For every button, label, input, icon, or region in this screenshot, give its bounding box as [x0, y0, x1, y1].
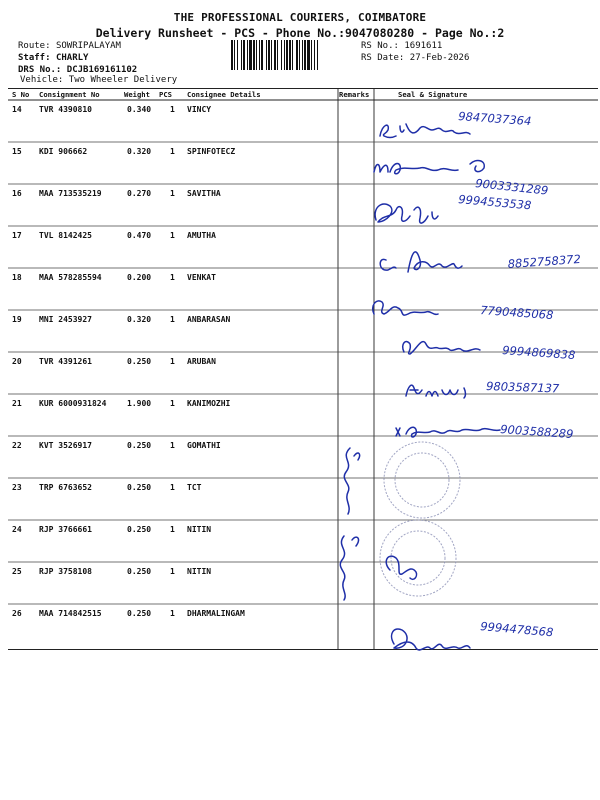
cell-weight: 0.250 — [127, 357, 152, 366]
cell-pcs: 1 — [170, 231, 175, 240]
cell-sno: 24 — [12, 525, 22, 534]
barcode-bar — [259, 40, 260, 70]
cell-consignee: SAVITHA — [187, 189, 221, 198]
staff-line — [18, 53, 88, 64]
barcode-bar — [247, 40, 248, 70]
cell-weight: 0.250 — [127, 483, 152, 492]
col-header-consignee: Consignee Details — [187, 90, 261, 99]
cell-sno: 20 — [12, 357, 22, 366]
route-label: Route: — [18, 41, 51, 51]
cell-weight: 0.470 — [127, 231, 152, 240]
rs-date-value: 27-Feb-2026 — [409, 53, 470, 63]
cell-pcs: 1 — [170, 189, 175, 198]
vehicle-line — [20, 75, 177, 86]
cell-pcs: 1 — [170, 609, 175, 618]
handwritten-phone-3: 9994553538 — [457, 192, 532, 213]
col-header-consignment: Consignment No — [39, 90, 100, 99]
cell-weight: 0.320 — [127, 315, 152, 324]
cell-sno: 19 — [12, 315, 22, 324]
cell-consignee: DHARMALINGAM — [187, 609, 245, 618]
handwritten-phone-5: 7790485068 — [479, 303, 554, 323]
cell-weight: 0.270 — [127, 189, 152, 198]
cell-consignment-no: RJP 3758108 — [39, 567, 92, 576]
cell-sno: 18 — [12, 273, 22, 282]
cell-consignment-no: RJP 3766661 — [39, 525, 92, 534]
signature-row-17 — [380, 252, 462, 272]
barcode-bar — [317, 40, 318, 70]
col-header-pcs: PCS — [159, 90, 172, 99]
cell-consignment-no: MNI 2453927 — [39, 315, 92, 324]
barcode-bar — [266, 40, 267, 70]
signature-row-15 — [374, 161, 484, 174]
handwritten-phone-2: 9003331289 — [474, 176, 549, 198]
cell-sno: 26 — [12, 609, 22, 618]
barcode-bar — [274, 40, 276, 70]
cell-consignee: NITIN — [187, 525, 212, 534]
signature-row-24-25-slash — [340, 536, 416, 600]
signature-row-16 — [375, 204, 438, 223]
cell-consignee: ANBARASAN — [187, 315, 231, 324]
barcode-bar — [314, 40, 315, 70]
handwritten-phone-6: 9994869838 — [501, 343, 576, 363]
barcode-bar — [253, 40, 255, 70]
col-header-remarks: Remarks — [339, 90, 370, 99]
cell-weight: 0.250 — [127, 567, 152, 576]
cell-sno: 14 — [12, 105, 22, 114]
cell-sno: 22 — [12, 441, 22, 450]
barcode-bar — [231, 40, 233, 70]
cell-sno: 15 — [12, 147, 22, 156]
signature-row-14 — [380, 124, 470, 138]
barcode-image — [230, 40, 355, 70]
cell-consignee: ARUBAN — [187, 357, 216, 366]
col-header-seal-signature: Seal & Signature — [398, 90, 468, 99]
handwritten-phone-1: 9847037364 — [457, 109, 532, 129]
rs-date-label: RS Date: — [361, 53, 405, 63]
company-title: THE PROFESSIONAL COURIERS, COIMBATORE — [173, 11, 427, 24]
cell-weight: 0.250 — [127, 525, 152, 534]
barcode-bar — [237, 40, 238, 70]
staff-label: Staff: — [18, 53, 51, 63]
barcode-bar — [296, 40, 298, 70]
signature-row-20 — [406, 385, 466, 398]
cell-weight: 0.340 — [127, 105, 152, 114]
barcode-bar — [311, 40, 312, 70]
staff-value: CHARLY — [55, 53, 89, 63]
cell-weight: 1.900 — [127, 399, 152, 408]
drs-value: DCJB169161102 — [66, 65, 138, 75]
barcode-bar — [286, 40, 288, 70]
route-value: SOWRIPALAYAM — [55, 41, 121, 51]
col-header-weight: Weight — [124, 90, 150, 99]
barcode-bar — [307, 40, 310, 70]
runsheet-subtitle: Delivery Runsheet - PCS - Phone No.:9047080280 - Page No.:2 — [95, 26, 505, 40]
cell-consignment-no: TVL 8142425 — [39, 231, 92, 240]
barcode-bar — [268, 40, 270, 70]
cell-sno: 23 — [12, 483, 22, 492]
barcode-bar — [292, 40, 293, 70]
cell-sno: 25 — [12, 567, 22, 576]
handwritten-phone-9: 9994478568 — [479, 619, 554, 640]
cell-pcs: 1 — [170, 357, 175, 366]
cell-consignment-no: KDI 906662 — [39, 147, 88, 156]
cell-consignment-no: MAA 578285594 — [39, 273, 102, 282]
vehicle-label: Vehicle: — [20, 75, 64, 85]
barcode-bar — [256, 40, 257, 70]
cell-pcs: 1 — [170, 399, 175, 408]
signature-row-26 — [392, 629, 470, 650]
cell-consignment-no: TVR 4390810 — [39, 105, 92, 114]
barcode-bar — [234, 40, 235, 70]
barcode-bar — [299, 40, 300, 70]
cell-consignee: NITIN — [187, 567, 212, 576]
cell-weight: 0.320 — [127, 147, 152, 156]
signature-row-22-23-slash — [344, 448, 359, 514]
cell-pcs: 1 — [170, 525, 175, 534]
barcode-bar — [302, 40, 303, 70]
cell-weight: 0.200 — [127, 273, 152, 282]
handwritten-phone-4: 8852758372 — [507, 251, 582, 271]
cell-consignment-no: MAA 713535219 — [39, 189, 102, 198]
drs-label: DRS No.: — [18, 65, 62, 75]
cell-consignee: SPINFOTECZ — [187, 147, 236, 156]
barcode-bar — [289, 40, 291, 70]
cell-pcs: 1 — [170, 441, 175, 450]
signature-row-19 — [403, 342, 480, 354]
cell-consignee: VINCY — [187, 105, 212, 114]
cell-pcs: 1 — [170, 315, 175, 324]
cell-consignment-no: TRP 6763652 — [39, 483, 92, 492]
cell-weight: 0.250 — [127, 441, 152, 450]
barcode-bar — [261, 40, 263, 70]
barcode-bar — [241, 40, 242, 70]
route-line — [18, 41, 121, 52]
cell-pcs: 1 — [170, 567, 175, 576]
cell-consignee: AMUTHA — [187, 231, 216, 240]
cell-pcs: 1 — [170, 483, 175, 492]
cell-sno: 16 — [12, 189, 22, 198]
barcode-bar — [281, 40, 282, 70]
vehicle-value: Two Wheeler Delivery — [68, 75, 178, 85]
barcode-bar — [284, 40, 285, 70]
cell-consignment-no: KVT 3526917 — [39, 441, 92, 450]
cell-consignment-no: TVR 4391261 — [39, 357, 92, 366]
rs-no-value: 1691611 — [404, 41, 443, 51]
cell-consignee: GOMATHI — [187, 441, 221, 450]
handwritten-phone-8: 9003588289 — [499, 422, 574, 442]
cell-pcs: 1 — [170, 147, 175, 156]
barcode-bar — [249, 40, 252, 70]
barcode-bar — [271, 40, 272, 70]
cell-sno: 17 — [12, 231, 22, 240]
signatures-area — [330, 100, 600, 660]
signature-row-21 — [396, 427, 500, 437]
cell-sno: 21 — [12, 399, 22, 408]
signature-row-18 — [373, 301, 438, 315]
rs-date-line — [361, 53, 469, 64]
cell-consignee: TCT — [187, 483, 202, 492]
barcode-bar — [277, 40, 278, 70]
handwritten-phone-7: 9803587137 — [485, 379, 560, 396]
cell-consignee: VENKAT — [187, 273, 216, 282]
cell-pcs: 1 — [170, 105, 175, 114]
cell-consignment-no: MAA 714842515 — [39, 609, 102, 618]
cell-consignment-no: KUR 6000931824 — [39, 399, 107, 408]
barcode-bar — [304, 40, 306, 70]
cell-consignee: KANIMOZHI — [187, 399, 231, 408]
cell-weight: 0.250 — [127, 609, 152, 618]
col-header-sno: S No — [12, 90, 30, 99]
rs-no-line — [361, 41, 442, 52]
cell-pcs: 1 — [170, 273, 175, 282]
rs-no-label: RS No.: — [361, 41, 399, 51]
barcode-bar — [243, 40, 245, 70]
